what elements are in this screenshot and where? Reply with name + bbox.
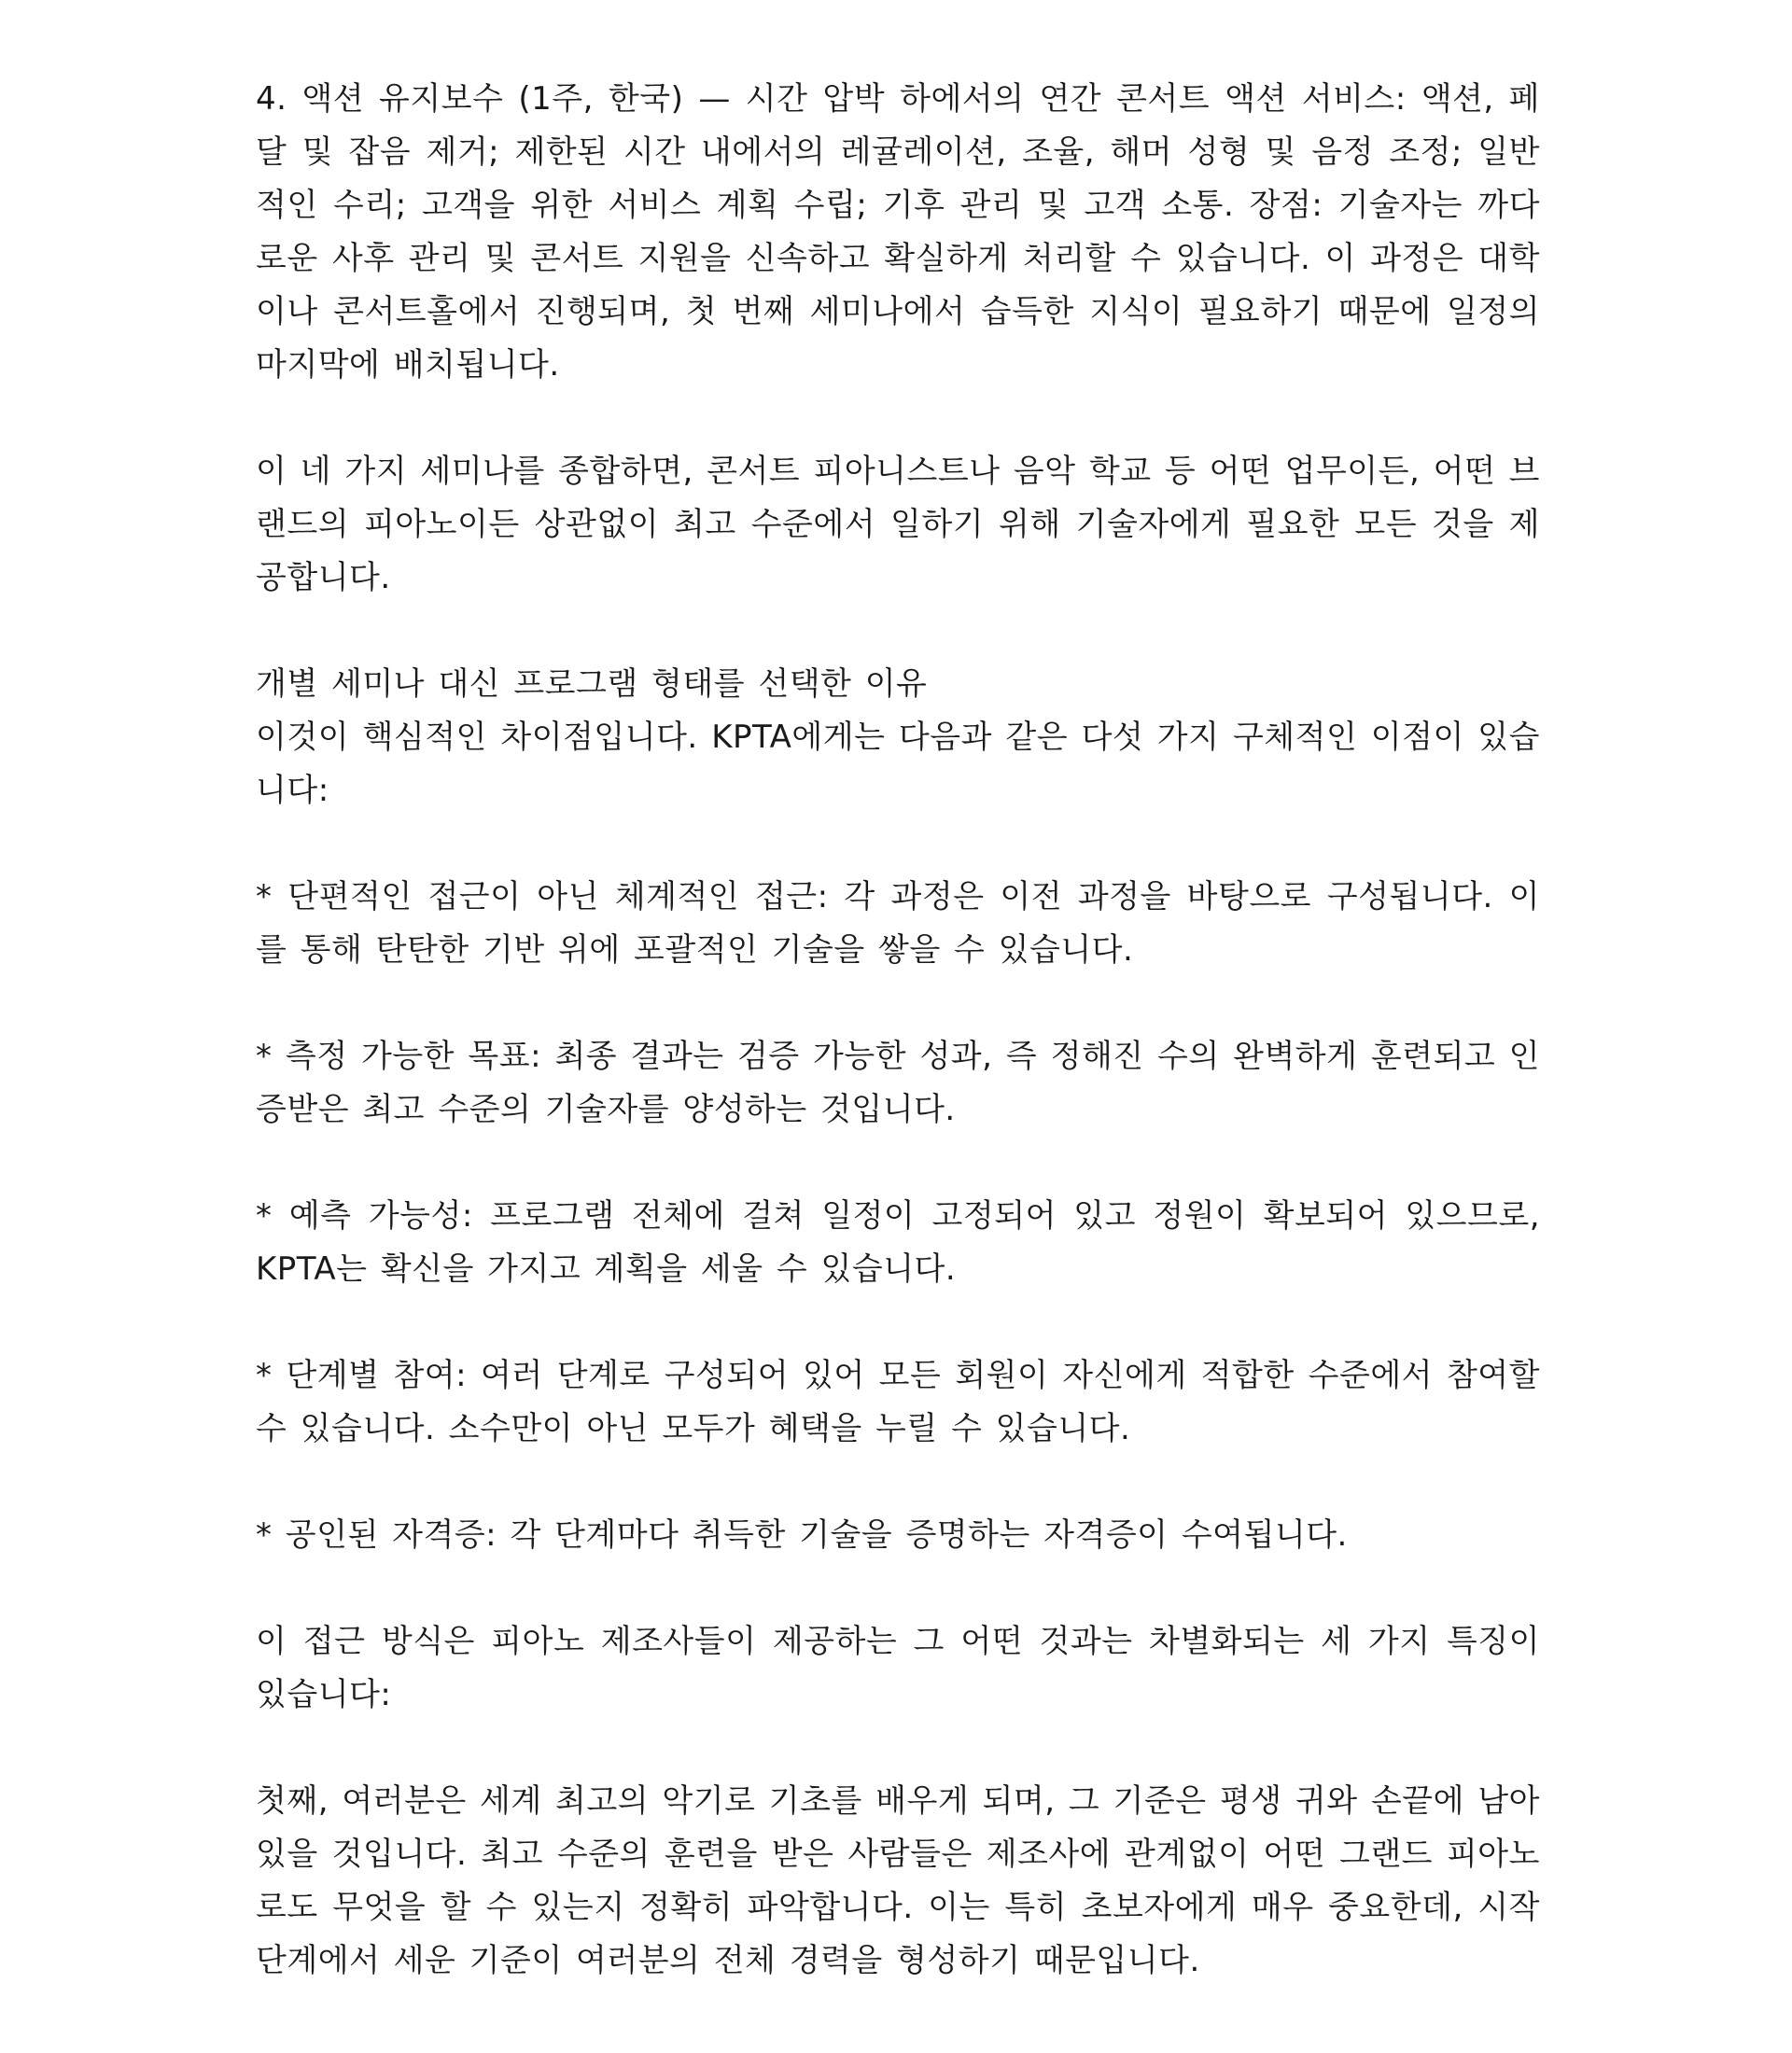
paragraph-summary: 이 네 가지 세미나를 종합하면, 콘서트 피아니스트나 음악 학교 등 어떤 업무이든, 어떤 브랜드의 피아노이든 상관없이 최고 수준에서 일하기 위해 기술자에게 필요한 모든 것을 제공합니다. [256, 453, 1540, 596]
paragraph-first-feature: 첫째, 여러분은 세계 최고의 악기로 기초를 배우게 되며, 그 기준은 평생 귀와 손끝에 남아 있을 것입니다. 최고 수준의 훈련을 받은 사람들은 제조사에 관계없이 어떤 그랜드 피아노로도 무엇을 할 수 있는지 정확히 파악합니다. 이는 특히 초보자에게 매우 중요한데, 시작 단계에서 세운 기준이 여러분의 전체 경력을 형성하기 때문입니다. [256, 1782, 1540, 1979]
section-heading: 개별 세미나 대신 프로그램 형태를 선택한 이유 [256, 665, 928, 703]
paragraph-features-intro: 이 접근 방식은 피아노 제조사들이 제공하는 그 어떤 것과는 차별화되는 세 가지 특징이 있습니다: [256, 1623, 1540, 1713]
bullet-systematic: * 단편적인 접근이 아닌 체계적인 접근: 각 과정은 이전 과정을 바탕으로 구성됩니다. 이를 통해 탄탄한 기반 위에 포괄적인 기술을 쌓을 수 있습니다. [256, 878, 1540, 969]
paragraph-seminar-4: 4. 액션 유지보수 (1주, 한국) — 시간 압박 하에서의 연간 콘서트 액션 서비스: 액션, 페달 및 잡음 제거; 제한된 시간 내에서의 레귤레이션, 조율, 해머 성형 및 음정 조정; 일반적인 수리; 고객을 위한 서비스 계획 수립; 기후 관리 및 고객 소통. 장점: 기술자는 까다로운 사후 관리 및 콘서트 지원을 신속하고 확실하게 처리할 수 있습니다. 이 과정은 대학이나 콘서트홀에서 진행되며, 첫 번째 세미나에서 습득한 지식이 필요하기 때문에 일정의 마지막에 배치됩니다. [256, 80, 1540, 384]
bullet-certification: * 공인된 자격증: 각 단계마다 취득한 기술을 증명하는 자격증이 수여됩니다. [256, 1516, 1348, 1554]
paragraph-intro: 이것이 핵심적인 차이점입니다. KPTA에게는 다음과 같은 다섯 가지 구체적인 이점이 있습니다: [256, 719, 1540, 809]
bullet-measurable: * 측정 가능한 목표: 최종 결과는 검증 가능한 성과, 즉 정해진 수의 완벽하게 훈련되고 인증받은 최고 수준의 기술자를 양성하는 것입니다. [256, 1038, 1540, 1128]
bullet-participation: * 단계별 참여: 여러 단계로 구성되어 있어 모든 회원이 자신에게 적합한 수준에서 참여할 수 있습니다. 소수만이 아닌 모두가 혜택을 누릴 수 있습니다. [256, 1357, 1540, 1447]
document-body [256, 73, 1540, 1988]
bullet-predictability: * 예측 가능성: 프로그램 전체에 걸쳐 일정이 고정되어 있고 정원이 확보되어 있으므로, KPTA는 확신을 가지고 계획을 세울 수 있습니다. [256, 1197, 1540, 1288]
